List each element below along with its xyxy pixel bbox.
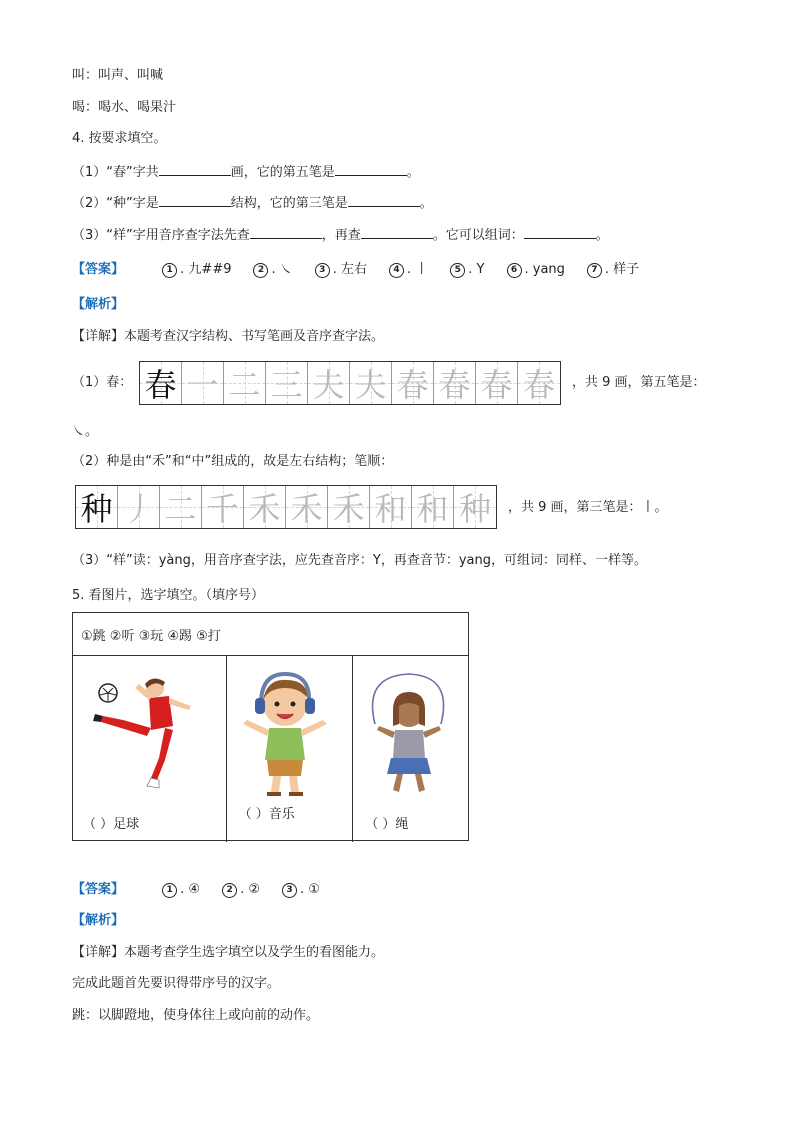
answer-number: 1 [162,883,177,898]
zhong-suffix: ，共 9 画，第三笔是：丨。 [508,500,668,515]
answer-text: . 丨 [407,262,429,277]
stroke-cell [76,486,118,528]
answer-number: 3 [282,883,297,898]
text: （3）“样”字用音序查字法先查 [72,228,250,243]
stroke-cell [182,362,224,404]
stroke-cell [118,486,160,528]
chun-stroke-order [139,361,561,405]
picture-cell-music [227,656,354,842]
stroke-char: 夫 [354,366,387,404]
answer-text: . 样子 [604,262,640,277]
stroke-char: 禾 [332,490,365,528]
answer-number: 3 [315,263,330,278]
stroke-char: 春 [480,366,513,404]
answer-item [282,880,320,900]
answer-item [162,880,200,900]
answer-item [507,260,565,280]
soccer-label: （ ）足球 [83,817,140,832]
stroke-char: 春 [522,366,555,404]
answer-item [315,260,367,280]
answer-number: 1 [162,263,177,278]
answer-item [162,260,231,280]
answer-blank[interactable] [159,192,231,207]
stroke-char: 种 [458,490,491,528]
text-line: 喝：喝水、喝果汁 [72,100,177,115]
text-line: 跳：以脚蹬地，使身体往上或向前的动作。 [72,1008,320,1023]
stroke-cell [160,486,202,528]
analysis-tag-2 [72,911,124,931]
stroke-char: 和 [374,490,407,528]
stroke-cell [476,362,518,404]
stroke-cell [518,362,560,404]
answer-blank[interactable] [159,161,231,176]
question-4-1 [72,161,420,183]
stroke-cell [370,486,412,528]
answer-text: . ② [240,882,260,897]
detail-line: 【详解】本题考查汉字结构、书写笔画及音序查字法。 [72,329,385,344]
stroke-char: 禾 [290,490,323,528]
question-5-title: 5. 看图片，选字填空。（填序号） [72,588,265,603]
stroke-cell [328,486,370,528]
option-list: ①跳 ②听 ③玩 ④踢 ⑤打 [73,613,468,656]
answer-item [253,260,292,280]
answer-blank[interactable] [348,192,420,207]
stroke-cell [202,486,244,528]
answer-text: . ㇏ [271,262,293,277]
stroke-cell [350,362,392,404]
answer-number: 2 [253,263,268,278]
question-4-2 [72,192,433,214]
stroke-char: 三 [270,366,303,404]
answer-text: . 九##9 [180,262,232,277]
stroke-char: 春 [438,366,471,404]
chun-wrap: ㇏。 [72,424,99,439]
stroke-char: 二 [228,366,261,404]
zhong-stroke-order [75,485,497,529]
question-4-title: 4. 按要求填空。 [72,131,167,146]
stroke-char: 春 [144,366,177,404]
girl-jump-rope-illustration [353,666,466,806]
stroke-cell [244,486,286,528]
answer-item [450,260,484,280]
text: 。 [419,196,433,211]
answer-number: 2 [222,883,237,898]
question-4-3 [72,224,609,246]
yang-line: （3）“样”读：yàng，用音序查字法，应先查音序：Y，再查音节：yang，可组词：同样、一样等。 [72,553,647,568]
stroke-cell [412,486,454,528]
text: 。 [595,228,609,243]
stroke-cell [224,362,266,404]
answer-text: . yang [524,262,565,277]
detail-line-2: 【详解】本题考查学生选字填空以及学生的看图能力。 [72,945,385,960]
text: ，再查 [321,228,361,243]
answer-blank[interactable] [361,224,433,239]
picture-cell-soccer [73,656,227,842]
picture-cell-rope [353,656,468,842]
stroke-cell [140,362,182,404]
answer-row-2 [72,880,342,900]
answer-number: 7 [587,263,602,278]
stroke-char: 二 [164,490,197,528]
text: （2）“种”字是 [72,196,159,211]
chun-suffix: ，共 9 画，第五笔是： [572,375,706,390]
stroke-char: 丿 [122,490,155,528]
text-line: 完成此题首先要识得带序号的汉字。 [72,976,281,991]
music-label: （ ）音乐 [238,807,295,822]
boy-headphones-illustration [227,668,352,808]
answer-tag: 【答案】 [72,262,125,277]
answer-text: . ① [300,882,320,897]
answer-item [222,880,260,900]
text-line: 叫：叫声、叫喊 [72,68,164,83]
chun-prefix: （1）春： [72,375,133,390]
answer-number: 6 [507,263,522,278]
answer-row [72,260,661,280]
stroke-cell [434,362,476,404]
stroke-cell [286,486,328,528]
stroke-cell [308,362,350,404]
stroke-char: 和 [416,490,449,528]
rope-label: （ ）绳 [365,817,409,832]
answer-blank[interactable] [524,224,596,239]
answer-tag: 【答案】 [72,882,125,897]
text: 结构，它的第三笔是 [230,196,348,211]
answer-blank[interactable] [335,161,407,176]
stroke-char: 千 [206,490,239,528]
zhong-intro: （2）种是由“禾”和“中”组成的，故是左右结构；笔顺： [72,454,394,469]
analysis-label: 【解析】 [72,297,125,312]
answer-item [389,260,428,280]
answer-number: 4 [389,263,404,278]
text: 。它可以组词： [432,228,524,243]
stroke-char: 春 [396,366,429,404]
answer-number: 5 [450,263,465,278]
stroke-char: 种 [80,490,113,528]
stroke-cell [454,486,496,528]
answer-text: . ④ [180,882,201,897]
soccer-player-illustration [73,666,225,806]
picture-table [72,612,469,841]
stroke-char: 夫 [312,366,345,404]
text: （1）“春”字共 [72,165,159,180]
answer-blank[interactable] [250,224,322,239]
analysis-label: 【解析】 [72,913,125,928]
text: 。 [406,165,420,180]
answer-text: . 左右 [332,262,368,277]
stroke-cell [392,362,434,404]
text: 画，它的第五笔是 [230,165,335,180]
stroke-char: 一 [186,366,219,404]
analysis-tag [72,295,124,315]
stroke-cell [266,362,308,404]
answer-text: . Y [468,262,485,277]
answer-item [587,260,639,280]
stroke-char: 禾 [248,490,281,528]
